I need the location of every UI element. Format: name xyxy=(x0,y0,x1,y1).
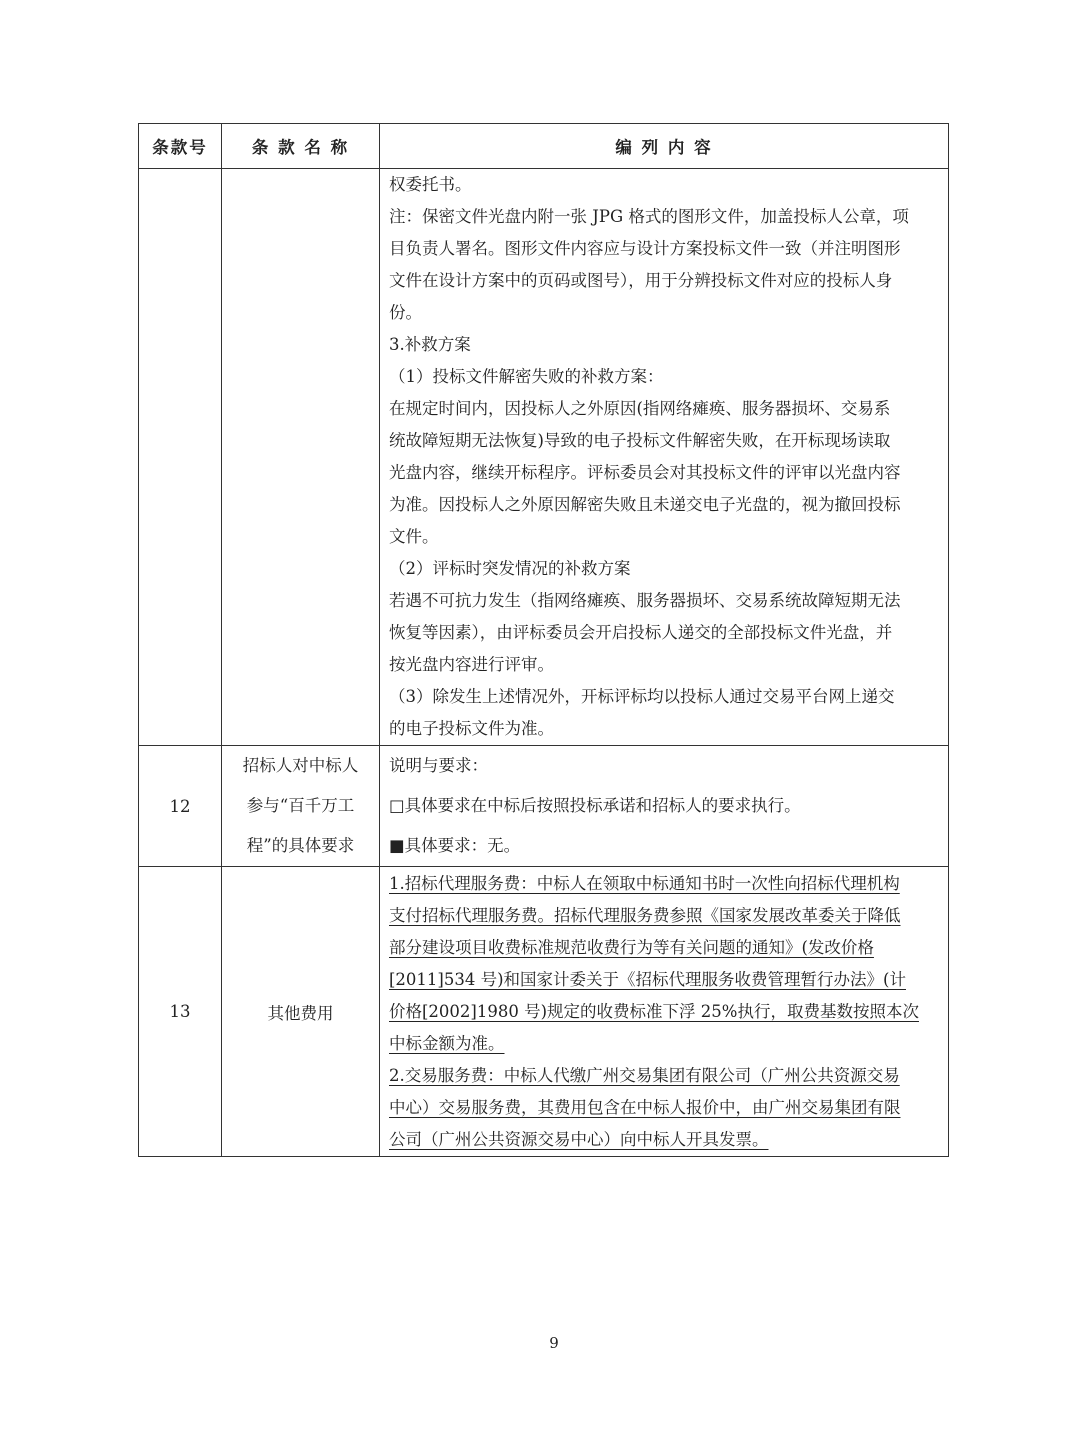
table-row xyxy=(139,746,949,867)
name-line: 参与“百千万工 xyxy=(246,796,355,815)
content-line: 2.交易服务费：中标人代缴广州交易集团有限公司（广州公共资源交易 xyxy=(389,1065,900,1085)
table-row xyxy=(139,169,949,746)
content-line: 价格[2002]1980 号)规定的收费标准下浮 25%执行，取费基数按照本次 xyxy=(389,1001,919,1021)
clause-no xyxy=(139,169,222,746)
content-line: 统故障短期无法恢复)导致的电子投标文件解密失败，在开标现场读取 xyxy=(389,431,891,450)
content-line: 部分建设项目收费标准规范收费行为等有关问题的通知》(发改价格 xyxy=(389,937,874,957)
content-line: 说明与要求： xyxy=(389,756,488,775)
content-line: 恢复等因素），由评标委员会开启投标人递交的全部投标文件光盘，并 xyxy=(389,623,893,642)
content-line: [2011]534 号)和国家计委关于《招标代理服务收费管理暂行办法》(计 xyxy=(389,969,906,989)
checkbox-option-checked: ■具体要求：无。 xyxy=(389,836,521,855)
clause-name xyxy=(222,746,380,867)
content-line: 文件。 xyxy=(389,527,439,546)
content-line: 若遇不可抗力发生（指网络瘫痪、服务器损坏、交易系统故障短期无法 xyxy=(389,591,901,610)
content-line: 3.补救方案 xyxy=(389,335,471,354)
name-line: 程”的具体要求 xyxy=(246,836,355,855)
header-content: 编 列 内 容 xyxy=(380,124,949,169)
clause-name xyxy=(222,169,380,746)
content-line: 光盘内容，继续开标程序。评标委员会对其投标文件的评审以光盘内容 xyxy=(389,463,901,482)
clause-content xyxy=(380,169,949,746)
content-line: 在规定时间内，因投标人之外原因(指网络瘫痪、服务器损坏、交易系 xyxy=(389,399,891,418)
content-line: （3）除发生上述情况外，开标评标均以投标人通过交易平台网上递交 xyxy=(389,687,895,706)
content-line: 权委托书。 xyxy=(389,175,472,194)
content-line: 中心）交易服务费，其费用包含在中标人报价中，由广州交易集团有限 xyxy=(389,1097,901,1117)
content-line: 文件在设计方案中的页码或图号），用于分辨投标文件对应的投标人身 xyxy=(389,271,893,290)
checkbox-option: □具体要求在中标后按照投标承诺和招标人的要求执行。 xyxy=(389,796,801,815)
clause-content xyxy=(380,746,949,867)
content-line: 份。 xyxy=(389,303,422,322)
content-line: （1）投标文件解密失败的补救方案： xyxy=(389,367,664,386)
content-line: 公司（广州公共资源交易中心）向中标人开具发票。 xyxy=(389,1129,769,1149)
table-header xyxy=(139,124,949,169)
content-line: 1.招标代理服务费：中标人在领取中标通知书时一次性向招标代理机构 xyxy=(389,873,900,893)
content-line: 的电子投标文件为准。 xyxy=(389,719,554,738)
content-line: （2）评标时突发情况的补救方案 xyxy=(389,559,631,578)
content-line: 按光盘内容进行评审。 xyxy=(389,655,554,674)
header-clause-name: 条 款 名 称 xyxy=(222,124,380,169)
content-line: 目负责人署名。图形文件内容应与设计方案投标文件一致（并注明图形 xyxy=(389,239,901,258)
page-number: 9 xyxy=(549,1334,559,1352)
content-line: 为准。因投标人之外原因解密失败且未递交电子光盘的，视为撤回投标 xyxy=(389,495,901,514)
table-row xyxy=(139,867,949,1157)
header-clause-no: 条款号 xyxy=(139,124,222,169)
content-line: 中标金额为准。 xyxy=(389,1033,505,1053)
clause-name: 其他费用 xyxy=(222,867,380,1157)
clause-content xyxy=(380,867,949,1157)
content-line: 支付招标代理服务费。招标代理服务费参照《国家发展改革委关于降低 xyxy=(389,905,901,925)
content-line: 注：保密文件光盘内附一张 JPG 格式的图形文件，加盖投标人公章，项 xyxy=(389,207,909,226)
clause-no: 12 xyxy=(139,746,222,867)
clause-table xyxy=(138,123,949,1157)
name-line: 招标人对中标人 xyxy=(242,756,359,775)
clause-no: 13 xyxy=(139,867,222,1157)
